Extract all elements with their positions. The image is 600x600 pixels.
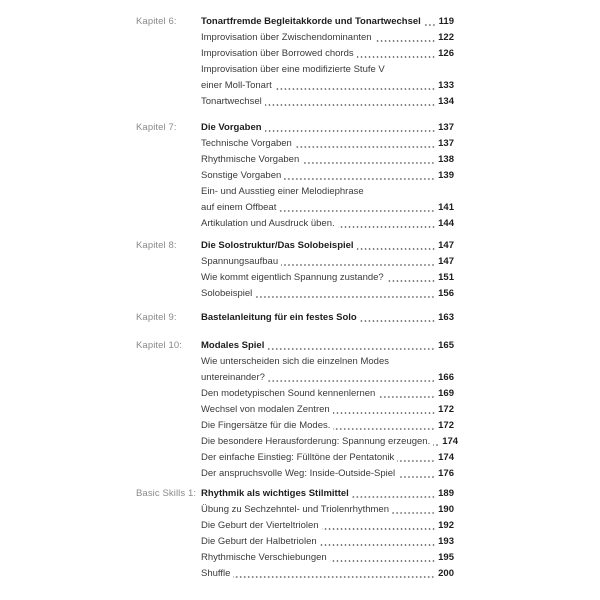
dot-leader (392, 512, 435, 514)
dot-leader (281, 264, 435, 266)
section-entry[interactable] (201, 94, 454, 110)
chapter-label: Kapitel 8: (136, 240, 177, 251)
page-number: 147 (438, 256, 454, 267)
page-number: 192 (438, 520, 454, 531)
chapter-label: Kapitel 10: (136, 340, 182, 351)
dot-leader (433, 444, 439, 446)
page-number: 174 (442, 436, 459, 447)
section-entry[interactable] (201, 518, 454, 534)
dot-leader (268, 380, 435, 382)
page-number: 126 (438, 48, 454, 59)
section-title: Wechsel von modalen Zentren (201, 404, 330, 415)
dot-leader (322, 528, 436, 530)
dot-leader (284, 178, 435, 180)
page-number: 190 (438, 504, 454, 515)
section-title: Die besondere Herausforderung: Spannung erzeugen. (201, 436, 431, 447)
section-title: Sonstige Vorgaben (201, 170, 282, 181)
section-title: Tonartwechsel (201, 96, 262, 107)
section-entry[interactable] (201, 270, 454, 286)
chapter-title-row[interactable] (201, 338, 454, 354)
section-title: Die Geburt der Vierteltriolen (201, 520, 319, 531)
chapter-label: Kapitel 6: (136, 16, 177, 27)
dot-leader (265, 130, 436, 132)
section-entry[interactable] (201, 402, 454, 418)
section-title: Der anspruchsvolle Weg: Inside-Outside-Spiel (201, 468, 396, 479)
dot-leader (265, 104, 435, 106)
chapter-title: Die Vorgaben (201, 122, 262, 133)
chapter-entries (201, 310, 454, 326)
chapter-title: Bastelanleitung für ein festes Solo (201, 312, 357, 323)
section-title: Rhythmische Vorgaben (201, 154, 300, 165)
section-entry[interactable] (201, 168, 454, 184)
section-title: auf einem Offbeat (201, 202, 277, 213)
page-number: 156 (438, 288, 454, 299)
section-title: Improvisation über Borrowed chords (201, 48, 354, 59)
section-title: Improvisation über eine modifizierte Stufe V (201, 64, 385, 75)
page-number: 138 (438, 154, 454, 165)
section-title: Der einfache Einstieg: Fülltöne der Pentatonik (201, 452, 395, 463)
section-entry[interactable] (201, 354, 454, 370)
chapter-title: Die Solostruktur/Das Solobeispiel (201, 240, 354, 251)
section-entry[interactable] (201, 466, 454, 482)
dot-leader (387, 280, 435, 282)
section-entry[interactable] (201, 136, 454, 152)
section-title: Shuffle (201, 568, 231, 579)
dot-leader (397, 460, 435, 462)
page-number: 193 (438, 536, 454, 547)
chapter-label: Kapitel 9: (136, 312, 177, 323)
section-title: Rhythmische Verschiebungen (201, 552, 327, 563)
section-entry[interactable] (201, 254, 454, 270)
page-number: 172 (438, 404, 454, 415)
dot-leader (233, 576, 435, 578)
section-title: Die Fingersätze für die Modes. (201, 420, 331, 431)
section-entry[interactable] (201, 286, 454, 302)
dot-leader (360, 320, 435, 322)
page-number: 169 (438, 388, 454, 399)
chapter-title: Tonartfremde Begleitakkorde und Tonartwechsel (201, 16, 421, 27)
page-number: 166 (438, 372, 454, 383)
page-number: 133 (438, 80, 454, 91)
dot-leader (267, 348, 435, 350)
section-entry[interactable] (201, 184, 454, 200)
dot-leader (338, 226, 436, 228)
page-number: 195 (438, 552, 454, 563)
page-number: 174 (438, 452, 454, 463)
page-number: 189 (438, 488, 454, 499)
dot-leader (424, 24, 436, 26)
section-title: Wie kommt eigentlich Spannung zustande? (201, 272, 384, 283)
section-entry[interactable] (201, 46, 454, 62)
chapter-title-row[interactable] (201, 486, 454, 502)
section-title: Ein- und Ausstieg einer Melodiephrase (201, 186, 364, 197)
chapter-entries (201, 338, 459, 482)
section-entry[interactable] (201, 152, 454, 168)
page-number: 119 (438, 16, 454, 27)
page-number: 165 (438, 340, 454, 351)
section-title: Übung zu Sechzehntel- und Triolenrhythmen (201, 504, 390, 515)
section-entry[interactable] (201, 434, 459, 450)
page-number: 122 (438, 32, 454, 43)
page-number: 134 (438, 96, 454, 107)
section-entry[interactable] (201, 550, 454, 566)
chapter-entries (201, 238, 454, 302)
section-entry[interactable] (201, 30, 454, 46)
chapter-entries (201, 14, 454, 110)
chapter-title-row[interactable] (201, 120, 454, 136)
section-entry[interactable] (201, 200, 454, 216)
dot-leader (333, 428, 435, 430)
section-entry[interactable] (201, 62, 454, 78)
page-number: 141 (438, 202, 454, 213)
section-title: Spannungsaufbau (201, 256, 279, 267)
page-number: 200 (438, 568, 454, 579)
dot-leader (333, 412, 435, 414)
page-number: 176 (438, 468, 454, 479)
dot-leader (357, 56, 436, 58)
dot-leader (398, 476, 435, 478)
section-entry[interactable] (201, 418, 454, 434)
chapter-title-row[interactable] (201, 14, 454, 30)
page-number: 137 (438, 138, 454, 149)
page-number: 163 (438, 312, 454, 323)
dot-leader (320, 544, 435, 546)
section-title: einer Moll-Tonart (201, 80, 272, 91)
section-entry[interactable] (201, 566, 454, 582)
dot-leader (330, 560, 435, 562)
chapter-title: Modales Spiel (201, 340, 265, 351)
section-entry[interactable] (201, 502, 454, 518)
chapter-title-row[interactable] (201, 310, 454, 326)
section-entry[interactable] (201, 216, 454, 232)
section-entry[interactable] (201, 370, 454, 386)
dot-leader (255, 296, 435, 298)
section-entry[interactable] (201, 534, 454, 550)
dot-leader (352, 496, 435, 498)
section-title: Den modetypischen Sound kennenlernen (201, 388, 376, 399)
dot-leader (279, 210, 435, 212)
dot-leader (357, 248, 436, 250)
chapter-entries (201, 120, 454, 232)
chapter-label: Kapitel 7: (136, 122, 177, 133)
page-number: 172 (438, 420, 454, 431)
chapter-label: Basic Skills 1: (136, 488, 197, 499)
chapter-title-row[interactable] (201, 238, 454, 254)
section-entry[interactable] (201, 78, 454, 94)
dot-leader (302, 162, 435, 164)
page-number: 144 (438, 218, 454, 229)
page-number: 139 (438, 170, 454, 181)
dot-leader (295, 146, 435, 148)
section-title: untereinander? (201, 372, 265, 383)
section-title: Wie unterscheiden sich die einzelnen Modes (201, 356, 389, 367)
dot-leader (275, 88, 435, 90)
page-number: 147 (438, 240, 454, 251)
chapter-title: Rhythmik als wichtiges Stilmittel (201, 488, 349, 499)
section-title: Artikulation und Ausdruck üben. (201, 218, 335, 229)
section-entry[interactable] (201, 386, 454, 402)
dot-leader (375, 40, 436, 42)
section-title: Improvisation über Zwischendominanten (201, 32, 372, 43)
section-title: Solobeispiel (201, 288, 253, 299)
chapter-entries (201, 486, 454, 582)
section-title: Technische Vorgaben (201, 138, 292, 149)
section-entry[interactable] (201, 450, 454, 466)
dot-leader (378, 396, 435, 398)
page-number: 137 (438, 122, 454, 133)
page-number: 151 (438, 272, 454, 283)
section-title: Die Geburt der Halbetriolen (201, 536, 317, 547)
